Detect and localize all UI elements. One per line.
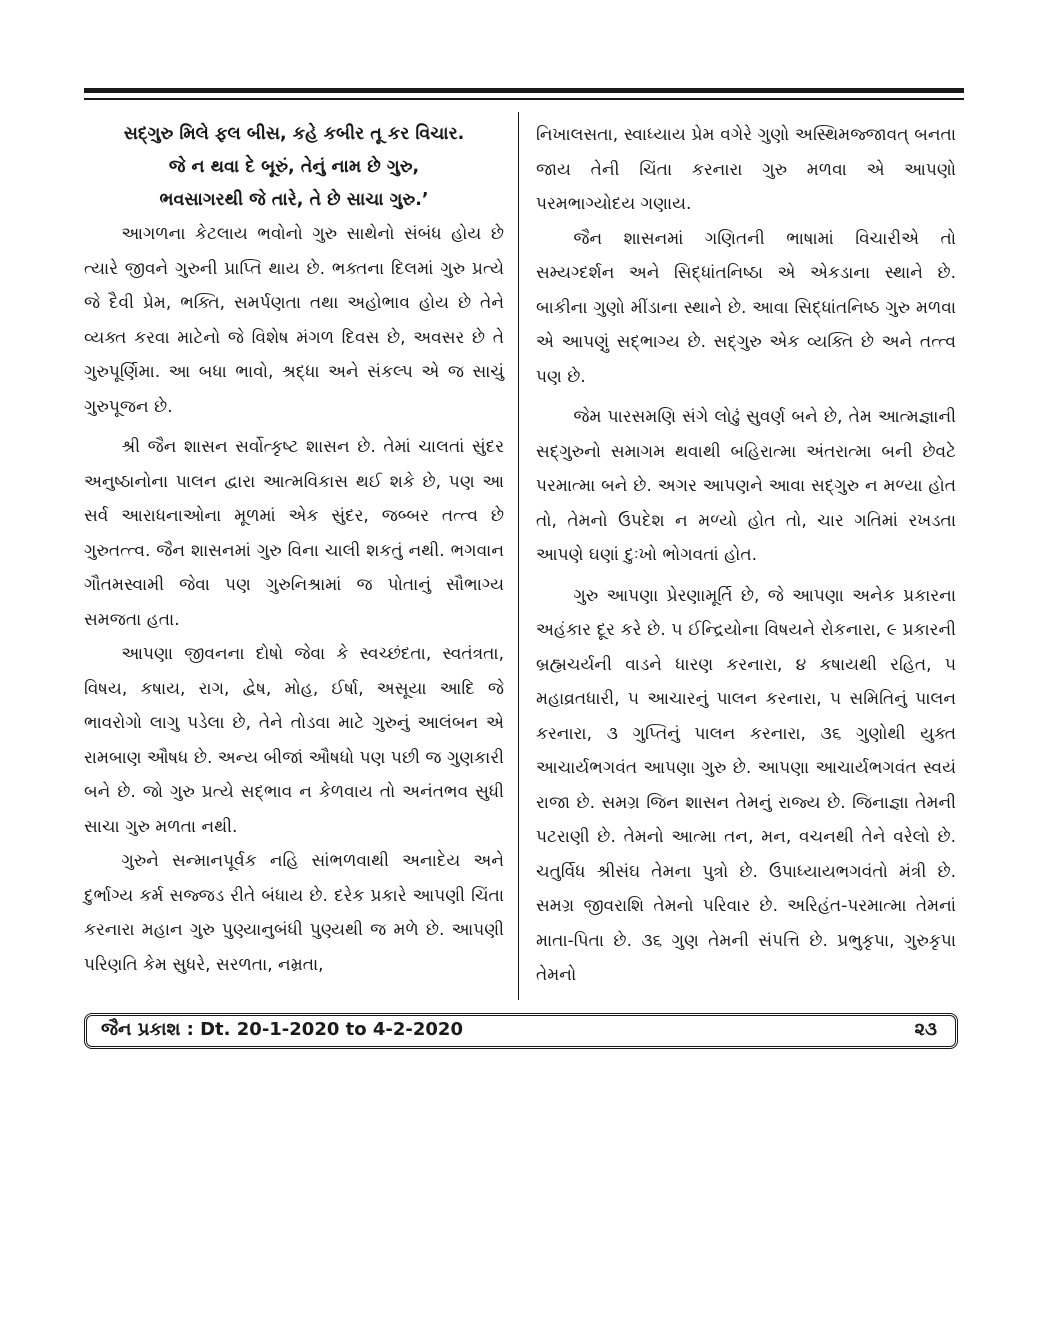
left-column <box>84 118 504 982</box>
couplet-quote <box>84 118 504 217</box>
paragraph-continued: નિખાલસતા, સ્વાધ્યાય પ્રેમ વગેરે ગુણો અસ્થિમજ્જાવત્ બનતા જાય તેની ચિંતા કરનારા ગુરુ મળવા એ આપણો પરમભાગ્યોદય ગણાય. <box>536 125 956 214</box>
right-column <box>536 118 956 993</box>
couplet-line-3: ભવસાગરથી જે તારે, તે છે સાચા ગુરુ.’ <box>159 190 429 210</box>
header-rule-thin <box>84 98 964 100</box>
paragraph-life-faults: આપણા જીવનના દોષો જેવા કે સ્વચ્છંદતા, સ્વતંત્રતા, વિષય, કષાય, રાગ, દ્વેષ, મોહ, ઈર્ષા, અસૂયા આદિ જે ભાવરોગો લાગુ પડેલા છે, તેને તોડવા માટે ગુરુનું આલંબન એ રામબાણ ઔષધ છે. અન્ય બીજાં ઔષધો પણ પછી જ ગુણકારી બને છે. જો ગુરુ પ્રત્યે સદ્ભાવ ન કેળવાય તો અનંતભવ સુધી સાચા ગુરુ મળતા નથી. <box>84 644 504 837</box>
paragraph-jain-shasan: શ્રી જૈન શાસન સર્વોત્કૃષ્ટ શાસન છે. તેમાં ચાલતાં સુંદર અનુષ્ઠાનોના પાલન દ્વારા આત્મવિકાસ થઈ શકે છે, પણ આ સર્વ આરાધનાઓના મૂળમાં એક સુંદર, જબ્બર તત્ત્વ છે ગુરુતત્ત્વ. જૈન શાસનમાં ગુરુ વિના ચાલી શકતું નથી. ભગવાન ગૌતમસ્વામી જેવા પણ ગુરુનિશ્રામાં જ પોતાનું સૌભાગ્ય સમજતા હતા. <box>84 437 504 630</box>
footer-banner <box>84 1013 958 1049</box>
couplet-line-1: સદ્ગુરુ મિલે ફલ બીસ, કહે કબીર તૂ કર વિચાર. <box>123 124 465 144</box>
paragraph-mathematics: જૈન શાસનમાં ગણિતની ભાષામાં વિચારીએ તો સમ્યગ્દર્શન અને સિદ્ધાંતનિષ્ઠા એ એકડાના સ્થાને છે. બાકીના ગુણો મીંડાના સ્થાને છે. આવા સિદ્ધાંતનિષ્ઠ ગુરુ મળવા એ આપણું સદ્ભાગ્ય છે. સદ્ગુરુ એક વ્યક્તિ છે અને તત્ત્વ પણ છે. <box>536 228 956 387</box>
publication-name-date: જૈન પ્રકાશ : Dt. 20-1-2020 to 4-2-2020 <box>101 1019 463 1040</box>
paragraph-guru-relation: આગળના કેટલાય ભવોનો ગુરુ સાથેનો સંબંધ હોય છે ત્યારે જીવને ગુરુની પ્રાપ્તિ થાય છે. ભક્તના દિલમાં ગુરુ પ્રત્યે જે દૈવી પ્રેમ, ભક્તિ, સમર્પણતા તથા અહોભાવ હોય છે તેને વ્યક્ત કરવા માટેનો જે વિશેષ મંગળ દિવસ છે, અવસર છે તે ગુરુપૂર્ણિમા. આ બધા ભાવો, શ્રદ્ધા અને સંકલ્પ એ જ સાચું ગુરુપૂજન છે. <box>84 224 504 417</box>
header-rule-thick <box>84 88 964 93</box>
couplet-line-2: જે ન થવા દે બૂરું, તેનું નામ છે ગુરુ, <box>168 157 420 177</box>
paragraph-parasmani: જેમ પારસમણિ સંગે લોઢું સુવર્ણ બને છે, તેમ આત્મજ્ઞાની સદ્ગુરુનો સમાગમ થવાથી બહિરાત્મા અંતરાત્મા બની છેવટે પરમાત્મા બને છે. અગર આપણને આવા સદ્ગુરુ ન મળ્યા હોત તો, તેમનો ઉપદેશ ન મળ્યો હોત તો, ચાર ગતિમાં રખડતા આપણે ઘણાં દુઃખો ભોગવતાં હોત. <box>536 407 956 565</box>
paragraph-respect-guru: ગુરુને સન્માનપૂર્વક નહિ સાંભળવાથી અનાદેય અને દુર્ભાગ્ય કર્મ સજ્જડ રીતે બંધાય છે. દરેક પ્રકારે આપણી ચિંતા કરનારા મહાન ગુરુ પુણ્યાનુબંધી પુણ્યથી જ મળે છે. આપણી પરિણતિ કેમ સુધરે, સરળતા, નમ્રતા, <box>84 851 504 975</box>
paragraph-inspiration: ગુરુ આપણા પ્રેરણામૂર્તિ છે, જે આપણા અનેક પ્રકારના અહંકાર દૂર કરે છે. ૫ ઈન્દ્રિયોના વિષયને રોકનારા, ૯ પ્રકારની બ્રહ્મચર્યની વાડને ધારણ કરનારા, ૪ કષાયથી રહિત, ૫ મહાવ્રતધારી, ૫ આચારનું પાલન કરનારા, ૫ સમિતિનું પાલન કરનારા, ૩ ગુપ્તિનું પાલન કરનારા, ૩૬ ગુણોથી યુક્ત આચાર્યભગવંત આપણા ગુરુ છે. આપણા આચાર્યભગવંત સ્વયં રાજા છે. સમગ્ર જિન શાસન તેમનું રાજ્ય છે. જિનાજ્ઞા તેમની પટરાણી છે. તેમનો આત્મા તન, મન, વચનથી તેને વરેલો છે. ચતુર્વિધ શ્રીસંઘ તેમના પુત્રો છે. ઉપાધ્યાયભગવંતો મંત્રી છે. સમગ્ર જીવરાશિ તેમનો પરિવાર છે. અરિહંત-પરમાત્મા તેમનાં માતા-પિતા છે. ૩૬ ગુણ તેમની સંપત્તિ છે. પ્રભુકૃપા, ગુરુકૃપા તેમનો <box>536 585 956 985</box>
page-number: ૨૩ <box>914 1019 937 1040</box>
column-divider <box>518 112 519 1000</box>
